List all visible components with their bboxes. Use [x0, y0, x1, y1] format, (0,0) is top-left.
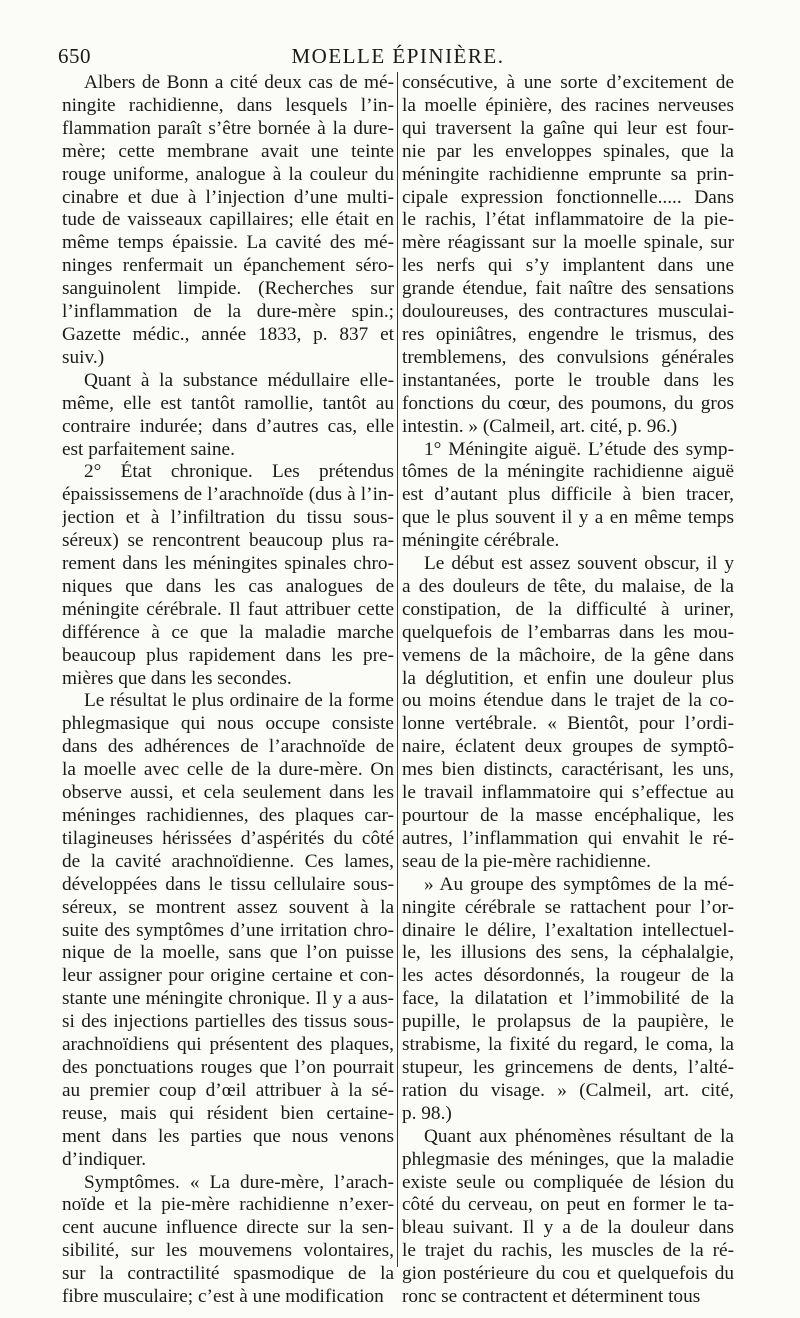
- text-line: si des injections partielles des tissus sous-: [62, 1011, 394, 1033]
- text-line: d’indiquer.: [62, 1148, 147, 1170]
- text-line: intestin. » (Calmeil, art. cité, p. 96.): [402, 415, 678, 437]
- text-line: dans des adhérences de l’arachnoïde de: [62, 736, 394, 758]
- text-line: fonctions du cœur, des poumons, du gros: [402, 392, 734, 414]
- text-line: les nerfs qui s’y implantent dans une: [402, 255, 734, 277]
- text-line: contraire indurée; dans d’autres cas, elle: [62, 415, 394, 437]
- paragraph: [402, 72, 734, 439]
- text-line: le, les illusions des sens, la céphalalgie,: [402, 942, 734, 964]
- text-line: nique de la moelle, sans que l’on puisse: [62, 942, 394, 964]
- text-line: l’inflammation de la dure-mère spin.;: [62, 301, 394, 323]
- text-line: Albers de Bonn a cité deux cas de mé-: [84, 72, 394, 93]
- text-line: douloureuses, des contractures musculai-: [402, 301, 734, 323]
- text-line: pourtour de la masse encéphalique, les: [402, 805, 734, 826]
- text-line: dinaire le délire, l’exaltation intellectuel-: [402, 919, 734, 941]
- text-line: différence à ce que la maladie marche: [62, 621, 394, 643]
- text-line: ment dans les parties que nous venons: [62, 1125, 394, 1147]
- page-number: 650: [58, 44, 91, 68]
- text-line: strabisme, la fixité du regard, le coma, la: [402, 1034, 734, 1056]
- text-line: ration du visage. » (Calmeil, art. cité,: [402, 1079, 734, 1101]
- text-line: côté du cerveau, on peut en former le ta-: [402, 1194, 734, 1216]
- text-line: suite des symptômes d’une irritation chro-: [62, 919, 394, 941]
- text-line: nie par les enveloppes spinales, que la: [402, 140, 734, 162]
- text-line: stante une méningite chronique. Il y a aus-: [62, 988, 394, 1010]
- text-line: tude de vaisseaux capillaires; elle était en: [62, 209, 394, 231]
- text-line: fibre musculaire; c’est à une modification: [62, 1286, 384, 1308]
- text-line: méningite cérébrale. Il faut attribuer cette: [62, 598, 394, 620]
- text-line: tômes de la méningite rachidienne aiguë: [402, 461, 734, 483]
- text-line: niques que dans les cas analogues de: [62, 575, 394, 597]
- text-line: gion postérieure du cou et quelquefois du: [402, 1263, 734, 1285]
- text-line: mère réagissant sur la moelle spinale, sur: [402, 232, 734, 254]
- text-line: 1° Méningite aiguë. L’étude des symp-: [424, 438, 734, 460]
- text-line: flammation paraît s’être bornée à la dure-: [62, 117, 394, 139]
- text-line: développées dans le tissu cellulaire sous-: [62, 873, 394, 895]
- text-line: rouge uniforme, analogue à la couleur du: [62, 163, 394, 185]
- text-line: ninges renfermait un épanchement séro-: [62, 255, 394, 277]
- text-line: ronc se contractent et déterminent tous: [402, 1286, 701, 1308]
- text-line: méningite cérébrale.: [402, 530, 560, 552]
- paragraph: [62, 72, 394, 370]
- text-line: suiv.): [62, 346, 105, 368]
- text-line: phlegmasie des méninges, que la maladie: [402, 1148, 734, 1170]
- text-line: cinabre et due à l’injection d’une multi-: [62, 186, 394, 208]
- text-line: reuse, mais qui résident bien certaine-: [62, 1102, 394, 1124]
- page-header: [58, 38, 738, 72]
- paragraph: [62, 370, 394, 462]
- paragraph: [402, 553, 734, 874]
- text-line: tilagineuses hérissées d’aspérités du côté: [62, 827, 394, 849]
- text-line: naire, éclatent deux groupes de symptô-: [402, 736, 734, 758]
- text-line: seau de la pie-mère rachidienne.: [402, 850, 651, 872]
- text-line: sanguinolent limpide. (Recherches sur: [62, 278, 394, 300]
- text-line: même, elle est tantôt ramollie, tantôt au: [62, 392, 394, 414]
- paragraph: [62, 461, 394, 690]
- paragraph: [62, 1172, 394, 1309]
- text-line: pupille, le prolapsus de la paupière, le: [402, 1011, 734, 1033]
- text-line: noïde et la pie-mère rachidienne n’exer-: [62, 1194, 394, 1216]
- text-line: constipation, de la difficulté à uriner,: [402, 598, 734, 620]
- text-line: consécutive, à une sorte d’excitement de: [402, 72, 734, 93]
- text-line: p. 98.): [402, 1102, 452, 1124]
- text-line: Le début est assez souvent obscur, il y: [424, 553, 734, 575]
- text-line: méninges rachidiennes, des plaques car-: [62, 805, 394, 826]
- text-line: la déglutition, et enfin une douleur plus: [402, 667, 734, 689]
- text-line: existe seule ou compliquée de lésion du: [402, 1171, 734, 1193]
- text-line: séreux, se montrent assez souvent à la: [62, 896, 394, 918]
- text-line: sibilité, sur les mouvemens volontaires,: [62, 1240, 394, 1262]
- text-line: grande étendue, fait naître des sensations: [402, 278, 734, 300]
- text-line: méningite rachidienne emprunte sa prin-: [402, 163, 734, 185]
- text-line: face, la dilatation et l’immobilité de la: [402, 988, 734, 1010]
- text-line: leur assigner pour origine certaine et con-: [62, 965, 394, 987]
- text-line: que le plus souvent il y a en même temps: [402, 507, 734, 529]
- text-line: autres, l’inflammation qui envahit le ré-: [402, 827, 734, 849]
- text-line: ou moins étendue dans le trajet de la co-: [402, 690, 734, 712]
- text-line: stupeur, les grincemens de dents, l’alté-: [402, 1056, 734, 1078]
- text-line: les actes désordonnés, la rougeur de la: [402, 965, 734, 987]
- text-line: cent aucune influence directe sur la sen-: [62, 1217, 394, 1239]
- text-line: la moelle épinière, des racines nerveuses: [402, 94, 734, 116]
- text-line: des ponctuations rouges que l’on pourrait: [62, 1056, 394, 1078]
- text-line: Le résultat le plus ordinaire de la forme: [84, 690, 394, 712]
- text-line: observe aussi, et cela seulement dans les: [62, 782, 394, 804]
- text-line: sur la contractilité spasmodique de la: [62, 1263, 394, 1285]
- text-line: mes bien distincts, caractérisant, les uns,: [402, 759, 734, 781]
- text-line: Gazette médic., année 1833, p. 837 et: [62, 323, 394, 345]
- paragraph: [402, 1126, 734, 1309]
- text-line: lonne vertébrale. « Bientôt, pour l’ordi-: [402, 713, 734, 735]
- text-line: a des douleurs de tête, du malaise, de la: [402, 575, 734, 597]
- text-line: mières que dans les secondes.: [62, 667, 292, 689]
- text-line: est parfaitement saine.: [62, 438, 235, 460]
- text-line: Quant aux phénomènes résultant de la: [424, 1125, 734, 1147]
- text-line: séreux) se rencontrent beaucoup plus ra-: [62, 530, 394, 552]
- text-line: épaississemens de l’arachnoïde (dus à l’in-: [62, 484, 394, 506]
- text-line: la moelle avec celle de la dure-mère. On: [62, 759, 394, 781]
- text-line: beaucoup plus rapidement dans les pre-: [62, 644, 394, 666]
- text-line: de la cavité arachnoïdienne. Ces lames,: [62, 850, 394, 872]
- text-line: tremblemens, des convulsions générales: [402, 346, 734, 368]
- paragraph: [402, 439, 734, 554]
- left-text-column: [62, 72, 394, 1309]
- text-line: mère; cette membrane avait une teinte: [62, 140, 394, 162]
- text-line: le rachis, l’état inflammatoire de la pie-: [402, 209, 734, 231]
- text-line: le travail inflammatoire qui s’effectue au: [402, 782, 734, 804]
- text-line: ningite cérébrale se rattachent pour l’or-: [402, 896, 734, 918]
- text-line: bleau suivant. Il y a de la douleur dans: [402, 1217, 734, 1239]
- running-title: MOELLE ÉPINIÈRE.: [291, 44, 505, 68]
- text-line: cipale expression fonctionnelle..... Dans: [402, 186, 734, 208]
- text-line: Quant à la substance médullaire elle-: [84, 369, 394, 391]
- text-line: phlegmasique qui nous occupe consiste: [62, 713, 394, 735]
- text-line: Symptômes. « La dure-mère, l’arach-: [84, 1171, 394, 1193]
- column-divider: [397, 72, 398, 1267]
- text-line: arachnoïdiens qui présentent des plaques,: [62, 1034, 394, 1056]
- paragraph: [62, 690, 394, 1171]
- text-line: res opiniâtres, engendre le trismus, des: [402, 323, 734, 345]
- text-line: ningite rachidienne, dans lesquels l’in-: [62, 94, 394, 116]
- right-text-column: [402, 72, 734, 1309]
- text-line: 2° État chronique. Les prétendus: [84, 461, 394, 483]
- text-line: vemens de la mâchoire, de la gêne dans: [402, 644, 734, 666]
- text-line: qui traversent la gaîne qui leur est four-: [402, 117, 734, 139]
- text-line: est d’autant plus difficile à bien tracer,: [402, 484, 734, 506]
- paragraph: [402, 874, 734, 1126]
- text-line: rement dans les méningites spinales chro-: [62, 553, 394, 575]
- text-line: instantanées, porte le trouble dans les: [402, 369, 734, 391]
- text-line: quelquefois de l’embarras dans les mou-: [402, 621, 734, 643]
- text-line: au premier coup d’œil attribuer à la sé-: [62, 1079, 394, 1101]
- text-line: jection et à l’infiltration du tissu sous-: [62, 507, 394, 529]
- text-line: même temps épaissie. La cavité des mé-: [62, 232, 394, 254]
- text-line: le trajet du rachis, les muscles de la ré-: [402, 1240, 734, 1262]
- text-line: » Au groupe des symptômes de la mé-: [424, 873, 734, 895]
